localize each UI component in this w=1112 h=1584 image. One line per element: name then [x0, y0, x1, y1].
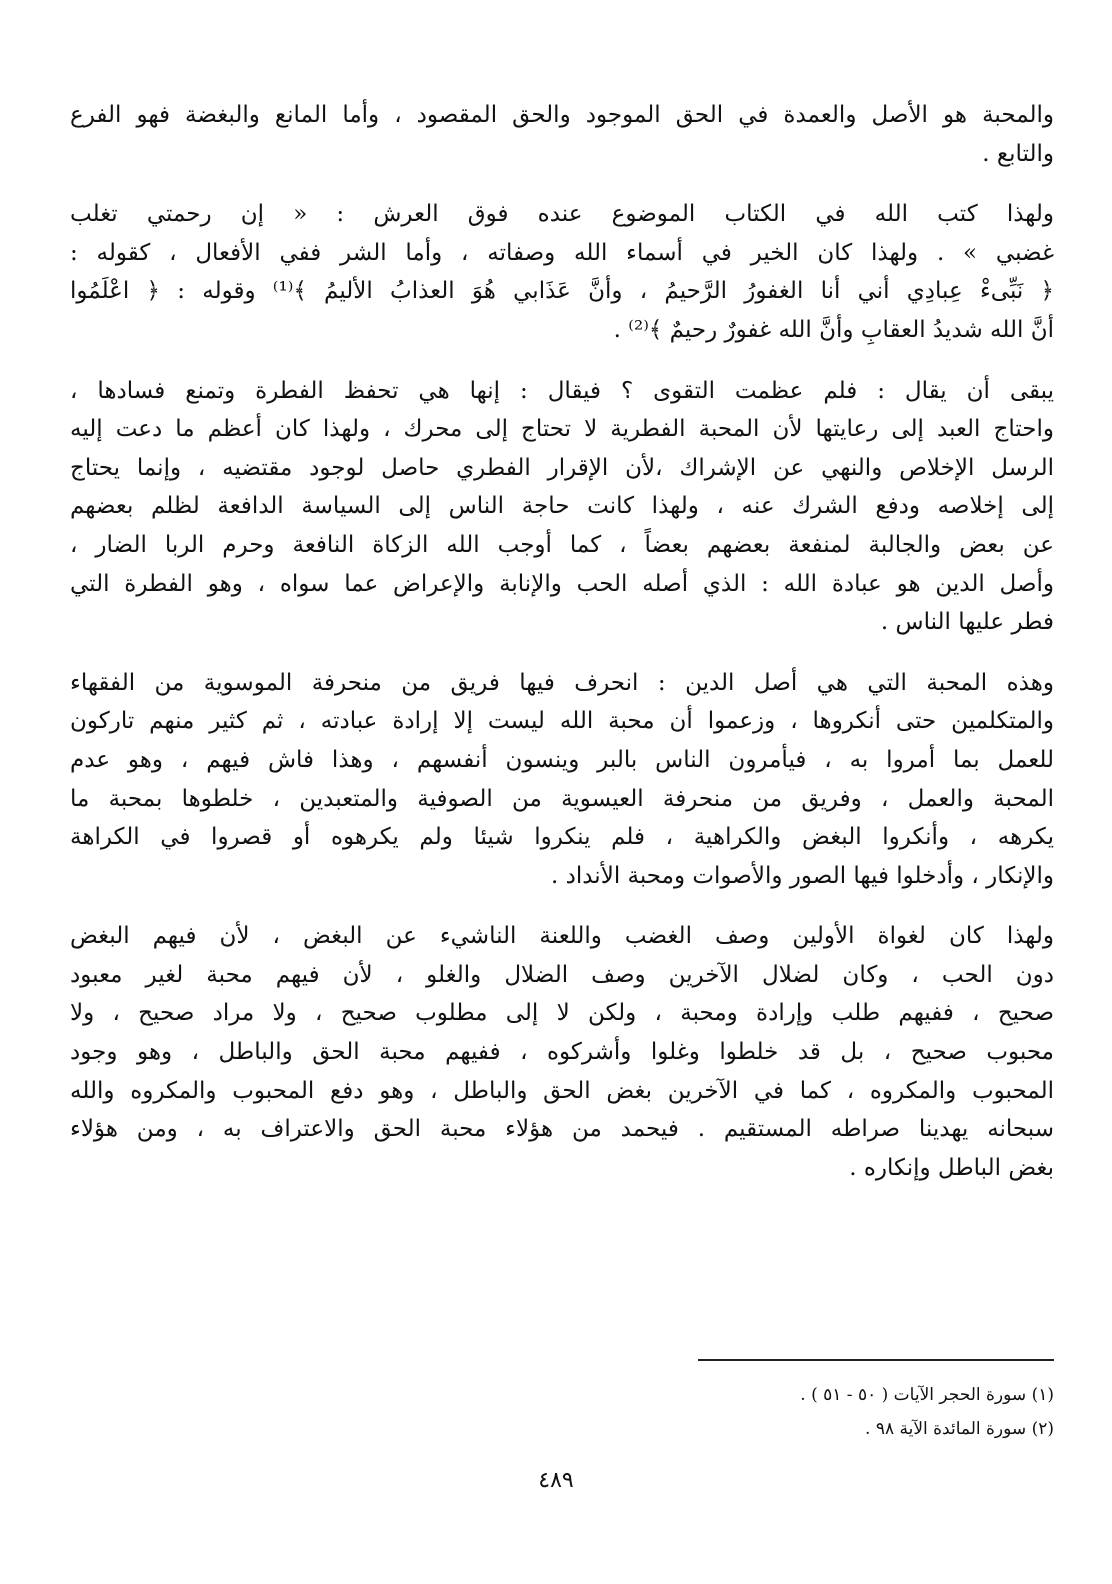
text-line: واحتاج العبد إلى رعايتها لأن المحبة الفطرية لا تحتاج إلى محرك ، ولهذا كان أعظم ما دعت إليه	[70, 416, 1054, 443]
text-line: أنَّ الله شديدُ العقابِ وأنَّ الله غفورٌ رحيمٌ ﴾⁽²⁾ .	[613, 316, 1054, 343]
text-line: والمحبة هو الأصل والعمدة في الحق الموجود والحق المقصود ، وأما المانع والبغضة فهو الفرع	[70, 102, 1054, 128]
text-line: إلى إخلاصه ودفع الشرك عنه ، ولهذا كانت حاجة الناس إلى السياسة الدافعة لظلم بعضهم	[70, 493, 1054, 520]
text-line: بغض الباطل وإنكاره .	[849, 1154, 1054, 1181]
text-line: وهذه المحبة التي هي أصل الدين : انحرف فيها فريق من منحرفة الموسوية من الفقهاء	[70, 669, 1054, 696]
text-line: سبحانه يهدينا صراطه المستقيم . فيحمد من هؤلاء محبة الحق والاعتراف به ، ومن هؤلاء	[70, 1116, 1054, 1143]
footnote-2: (٢) سورة المائدة الآية ٩٨ .	[865, 1419, 1054, 1439]
text-line: الرسل الإخلاص والنهي عن الإشراك ،لأن الإقرار الفطري حاصل لوجود مقتضيه ، وإنما يحتاج	[70, 454, 1054, 481]
paragraph-1	[70, 96, 1054, 173]
paragraph-5	[70, 917, 1054, 1187]
text-line: دون الحب ، وكان لضلال الآخرين وصف الضلال والغلو ، لأن فيهم محبة لغير معبود	[70, 961, 1054, 988]
paragraph-3	[70, 372, 1054, 642]
page-body	[70, 96, 1054, 1209]
text-line: يكرهه ، وأنكروا البغض والكراهية ، فلم ينكروا شيئا ولم يكرهوه أو قصروا في الكراهة	[70, 824, 1054, 851]
text-line: ولهذا كان لغواة الأولين وصف الغضب واللعنة الناشيء عن البغض ، لأن فيهم البغض	[70, 923, 1054, 950]
text-line: والمتكلمين حتى أنكروها ، وزعموا أن محبة الله ليست إلا إرادة عبادته ، ثم كثير منهم تاركون	[70, 708, 1054, 735]
text-line: والإنكار ، وأدخلوا فيها الصور والأصوات ومحبة الأنداد .	[550, 862, 1054, 889]
text-line: غضبي » . ولهذا كان الخير في أسماء الله وصفاته ، وأما الشر ففي الأفعال ، كقوله :	[70, 239, 1054, 266]
paragraph-4	[70, 664, 1054, 896]
text-line: المحبوب والمكروه ، كما في الآخرين بغض الحق والباطل ، وهو دفع المحبوب والمكروه والله	[70, 1077, 1054, 1104]
page-number: ٤٨٩	[538, 1468, 574, 1493]
text-line: ولهذا كتب الله في الكتاب الموضوع عنده فوق العرش : « إن رحمتي تغلب	[70, 201, 1054, 228]
text-line: فطر عليها الناس .	[880, 609, 1054, 636]
text-line: وأصل الدين هو عبادة الله : الذي أصله الحب والإنابة والإعراض عما سواه ، وهو الفطرة التي	[70, 570, 1054, 597]
text-line: صحيح ، ففيهم طلب وإرادة ومحبة ، ولكن لا إلى مطلوب صحيح ، ولا مراد صحيح ، ولا	[70, 1000, 1054, 1027]
text-line: يبقى أن يقال : فلم عظمت التقوى ؟ فيقال : إنها هي تحفظ الفطرة وتمنع فسادها ،	[70, 377, 1054, 404]
footnote-1: (١) سورة الحجر الآيات ( ٥٠ - ٥١ ) .	[800, 1385, 1054, 1405]
footnote-divider	[698, 1359, 1054, 1361]
footnotes	[70, 1378, 1054, 1446]
paragraph-2	[70, 195, 1054, 349]
text-line: محبوب صحيح ، بل قد خلطوا وغلوا وأشركوه ، ففيهم محبة الحق والباطل ، وهو وجود	[70, 1039, 1054, 1066]
text-line: المحبة والعمل ، وفريق من منحرفة العيسوية من الصوفية والمتعبدين ، خلطوها بمحبة ما	[70, 785, 1054, 812]
text-line: عن بعض والجالبة لمنفعة بعضهم بعضاً ، كما أوجب الله الزكاة النافعة وحرم الربا الضار ،	[70, 531, 1054, 558]
text-line: للعمل بما أمروا به ، فيأمرون الناس بالبر وينسون أنفسهم ، وهذا فاش فيهم ، وهو عدم	[70, 746, 1054, 773]
text-line: ﴿ نَبِّىءْ عِبادِي أني أنا الغفورُ الرَّحيمُ ، وأنَّ عَذَابي هُوَ العذابُ الأليمُ ﴾⁽¹⁾ وقوله : ﴿ اعْلَمُوا	[70, 278, 1054, 305]
text-line: والتابع .	[982, 140, 1054, 167]
